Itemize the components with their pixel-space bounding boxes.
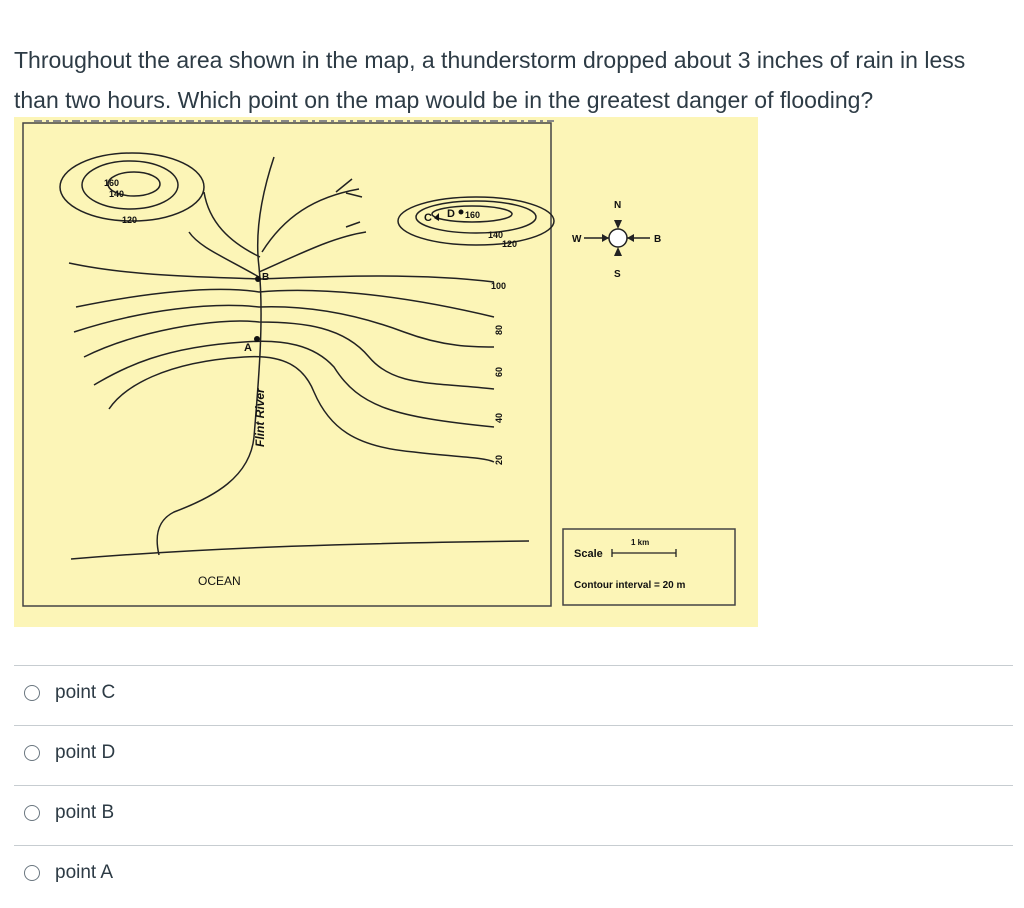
- point-a-label: A: [244, 342, 252, 354]
- compass-n: N: [614, 200, 622, 211]
- topographic-map-figure: [14, 117, 758, 627]
- right-hill-label-160: 160: [465, 210, 481, 220]
- option-point-a[interactable]: [14, 845, 1013, 905]
- scale-label: Scale: [574, 548, 603, 560]
- radio-button[interactable]: [24, 745, 40, 761]
- question-text: Throughout the area shown in the map, a thunderstorm dropped about 3 inches of rain in less than two hours. Which point on the map would be in the greatest danger of flooding?: [14, 47, 966, 113]
- option-label[interactable]: point A: [55, 862, 114, 883]
- point-c-label: C: [424, 212, 432, 224]
- radio-button[interactable]: [24, 865, 40, 881]
- option-point-b[interactable]: [14, 785, 1013, 845]
- point-a-marker: [254, 336, 260, 342]
- right-hill-label-120: 120: [502, 239, 518, 249]
- river-label: Flint River: [253, 388, 267, 447]
- hill-label-140: 140: [109, 189, 125, 199]
- option-label[interactable]: point C: [55, 682, 116, 703]
- map-frame: [23, 123, 551, 606]
- option-label[interactable]: point B: [55, 802, 115, 823]
- point-b-marker: [255, 276, 261, 282]
- contour-label-40: 40: [494, 412, 504, 423]
- ocean-label: OCEAN: [198, 574, 241, 588]
- compass-e: B: [654, 234, 662, 245]
- hill-label-160: 160: [104, 178, 120, 188]
- scale-value: 1 km: [631, 538, 650, 547]
- answer-options: [14, 665, 1013, 905]
- compass-rose: [584, 220, 650, 256]
- radio-button[interactable]: [24, 805, 40, 821]
- option-point-d[interactable]: [14, 725, 1013, 785]
- contour-label-20: 20: [494, 454, 504, 465]
- point-d-marker: [459, 210, 464, 215]
- contour-label-100: 100: [491, 281, 507, 291]
- topographic-map: [14, 117, 758, 627]
- option-point-c[interactable]: [14, 665, 1013, 725]
- compass-s: S: [614, 269, 621, 280]
- contour-interval: Contour interval = 20 m: [574, 580, 686, 591]
- contour-label-60: 60: [494, 366, 504, 377]
- right-hill-label-140: 140: [488, 230, 504, 240]
- contour-label-80: 80: [494, 324, 504, 335]
- compass-w: W: [572, 234, 582, 245]
- option-label[interactable]: point D: [55, 742, 116, 763]
- hill-label-120: 120: [122, 215, 138, 225]
- point-d-label: D: [447, 208, 455, 220]
- point-b-label: B: [262, 272, 270, 283]
- radio-button[interactable]: [24, 685, 40, 701]
